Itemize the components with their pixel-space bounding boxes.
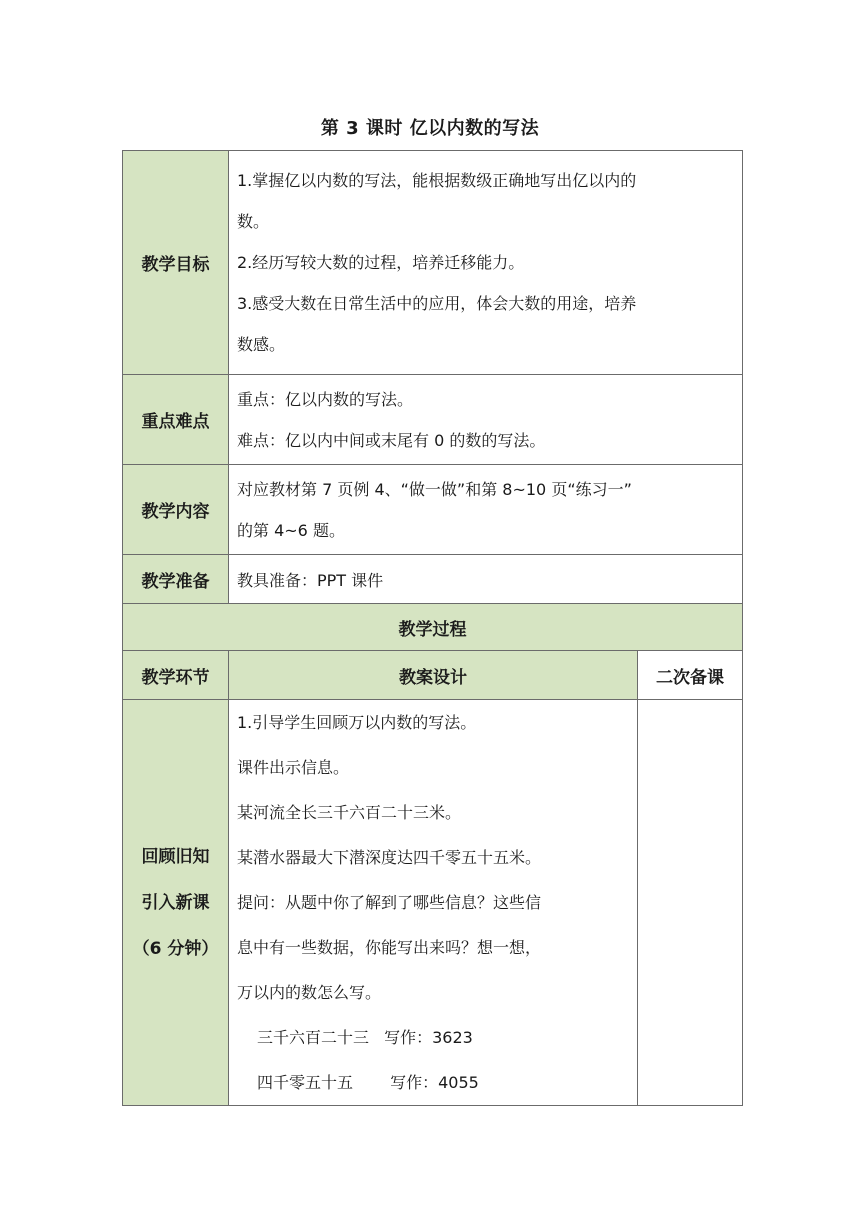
goal-line: 2.经历写较大数的过程，培养迁移能力。 xyxy=(237,253,525,272)
content-label: 教学内容 xyxy=(123,465,229,555)
design-line: 课件出示信息。 xyxy=(237,758,350,777)
key-points-content xyxy=(229,375,743,465)
col-design-header: 教案设计 xyxy=(229,651,638,700)
design-line: 1.引导学生回顾万以内数的写法。 xyxy=(237,713,477,732)
example-written: 写作：3623 xyxy=(384,1028,473,1047)
prep-label: 教学准备 xyxy=(123,555,229,604)
prep-text: 教具准备：PPT 课件 xyxy=(229,555,743,604)
goal-line: 数。 xyxy=(237,212,270,231)
stage-label-cell xyxy=(123,700,229,1106)
content-line: 的第 4~6 题。 xyxy=(237,520,345,540)
goals-row xyxy=(123,151,743,375)
process-row xyxy=(123,604,743,651)
example-words: 四千零五十五 xyxy=(257,1073,354,1092)
lesson-plan-table xyxy=(122,150,743,1106)
content-line: 对应教材第 7 页例 4、“做一做”和第 8~10 页“练习一” xyxy=(237,479,632,499)
design-line: 万以内的数怎么写。 xyxy=(237,983,382,1002)
difficulty-line: 难点：亿以内中间或末尾有 0 的数的写法。 xyxy=(237,430,546,450)
goals-label: 教学目标 xyxy=(123,151,229,375)
col-stage-header: 教学环节 xyxy=(123,651,229,700)
key-points-label: 重点难点 xyxy=(123,375,229,465)
goal-line: 1.掌握亿以内数的写法，能根据数级正确地写出亿以内的 xyxy=(237,171,637,190)
goals-content xyxy=(229,151,743,375)
example-line xyxy=(237,1015,631,1060)
prep-row xyxy=(123,555,743,604)
design-line: 息中有一些数据，你能写出来吗？想一想， xyxy=(237,938,542,957)
stage-duration: （6 分钟） xyxy=(132,938,219,959)
goal-line: 数感。 xyxy=(237,335,286,354)
process-columns-row xyxy=(123,651,743,700)
key-points-row xyxy=(123,375,743,465)
design-line: 某潜水器最大下潜深度达四千零五十五米。 xyxy=(237,848,542,867)
goal-line: 3.感受大数在日常生活中的应用，体会大数的用途，培养 xyxy=(237,294,637,313)
col-second-header: 二次备课 xyxy=(638,651,743,700)
stage-label-line: 引入新课 xyxy=(141,892,210,913)
stage-label-line: 回顾旧知 xyxy=(141,846,210,867)
stage-second-cell xyxy=(638,700,743,1106)
design-line: 某河流全长三千六百二十三米。 xyxy=(237,803,462,822)
design-line: 提问：从题中你了解到了哪些信息？这些信 xyxy=(237,893,542,912)
content-text xyxy=(229,465,743,555)
example-written: 写作：4055 xyxy=(390,1073,479,1092)
key-point-line: 重点：亿以内数的写法。 xyxy=(237,389,414,409)
stage-row xyxy=(123,700,743,1106)
content-row xyxy=(123,465,743,555)
page-title: 第 3 课时 亿以内数的写法 xyxy=(320,118,540,139)
stage-design-cell xyxy=(229,700,638,1106)
process-heading: 教学过程 xyxy=(123,604,743,651)
example-line xyxy=(237,1060,631,1105)
example-words: 三千六百二十三 xyxy=(257,1028,370,1047)
